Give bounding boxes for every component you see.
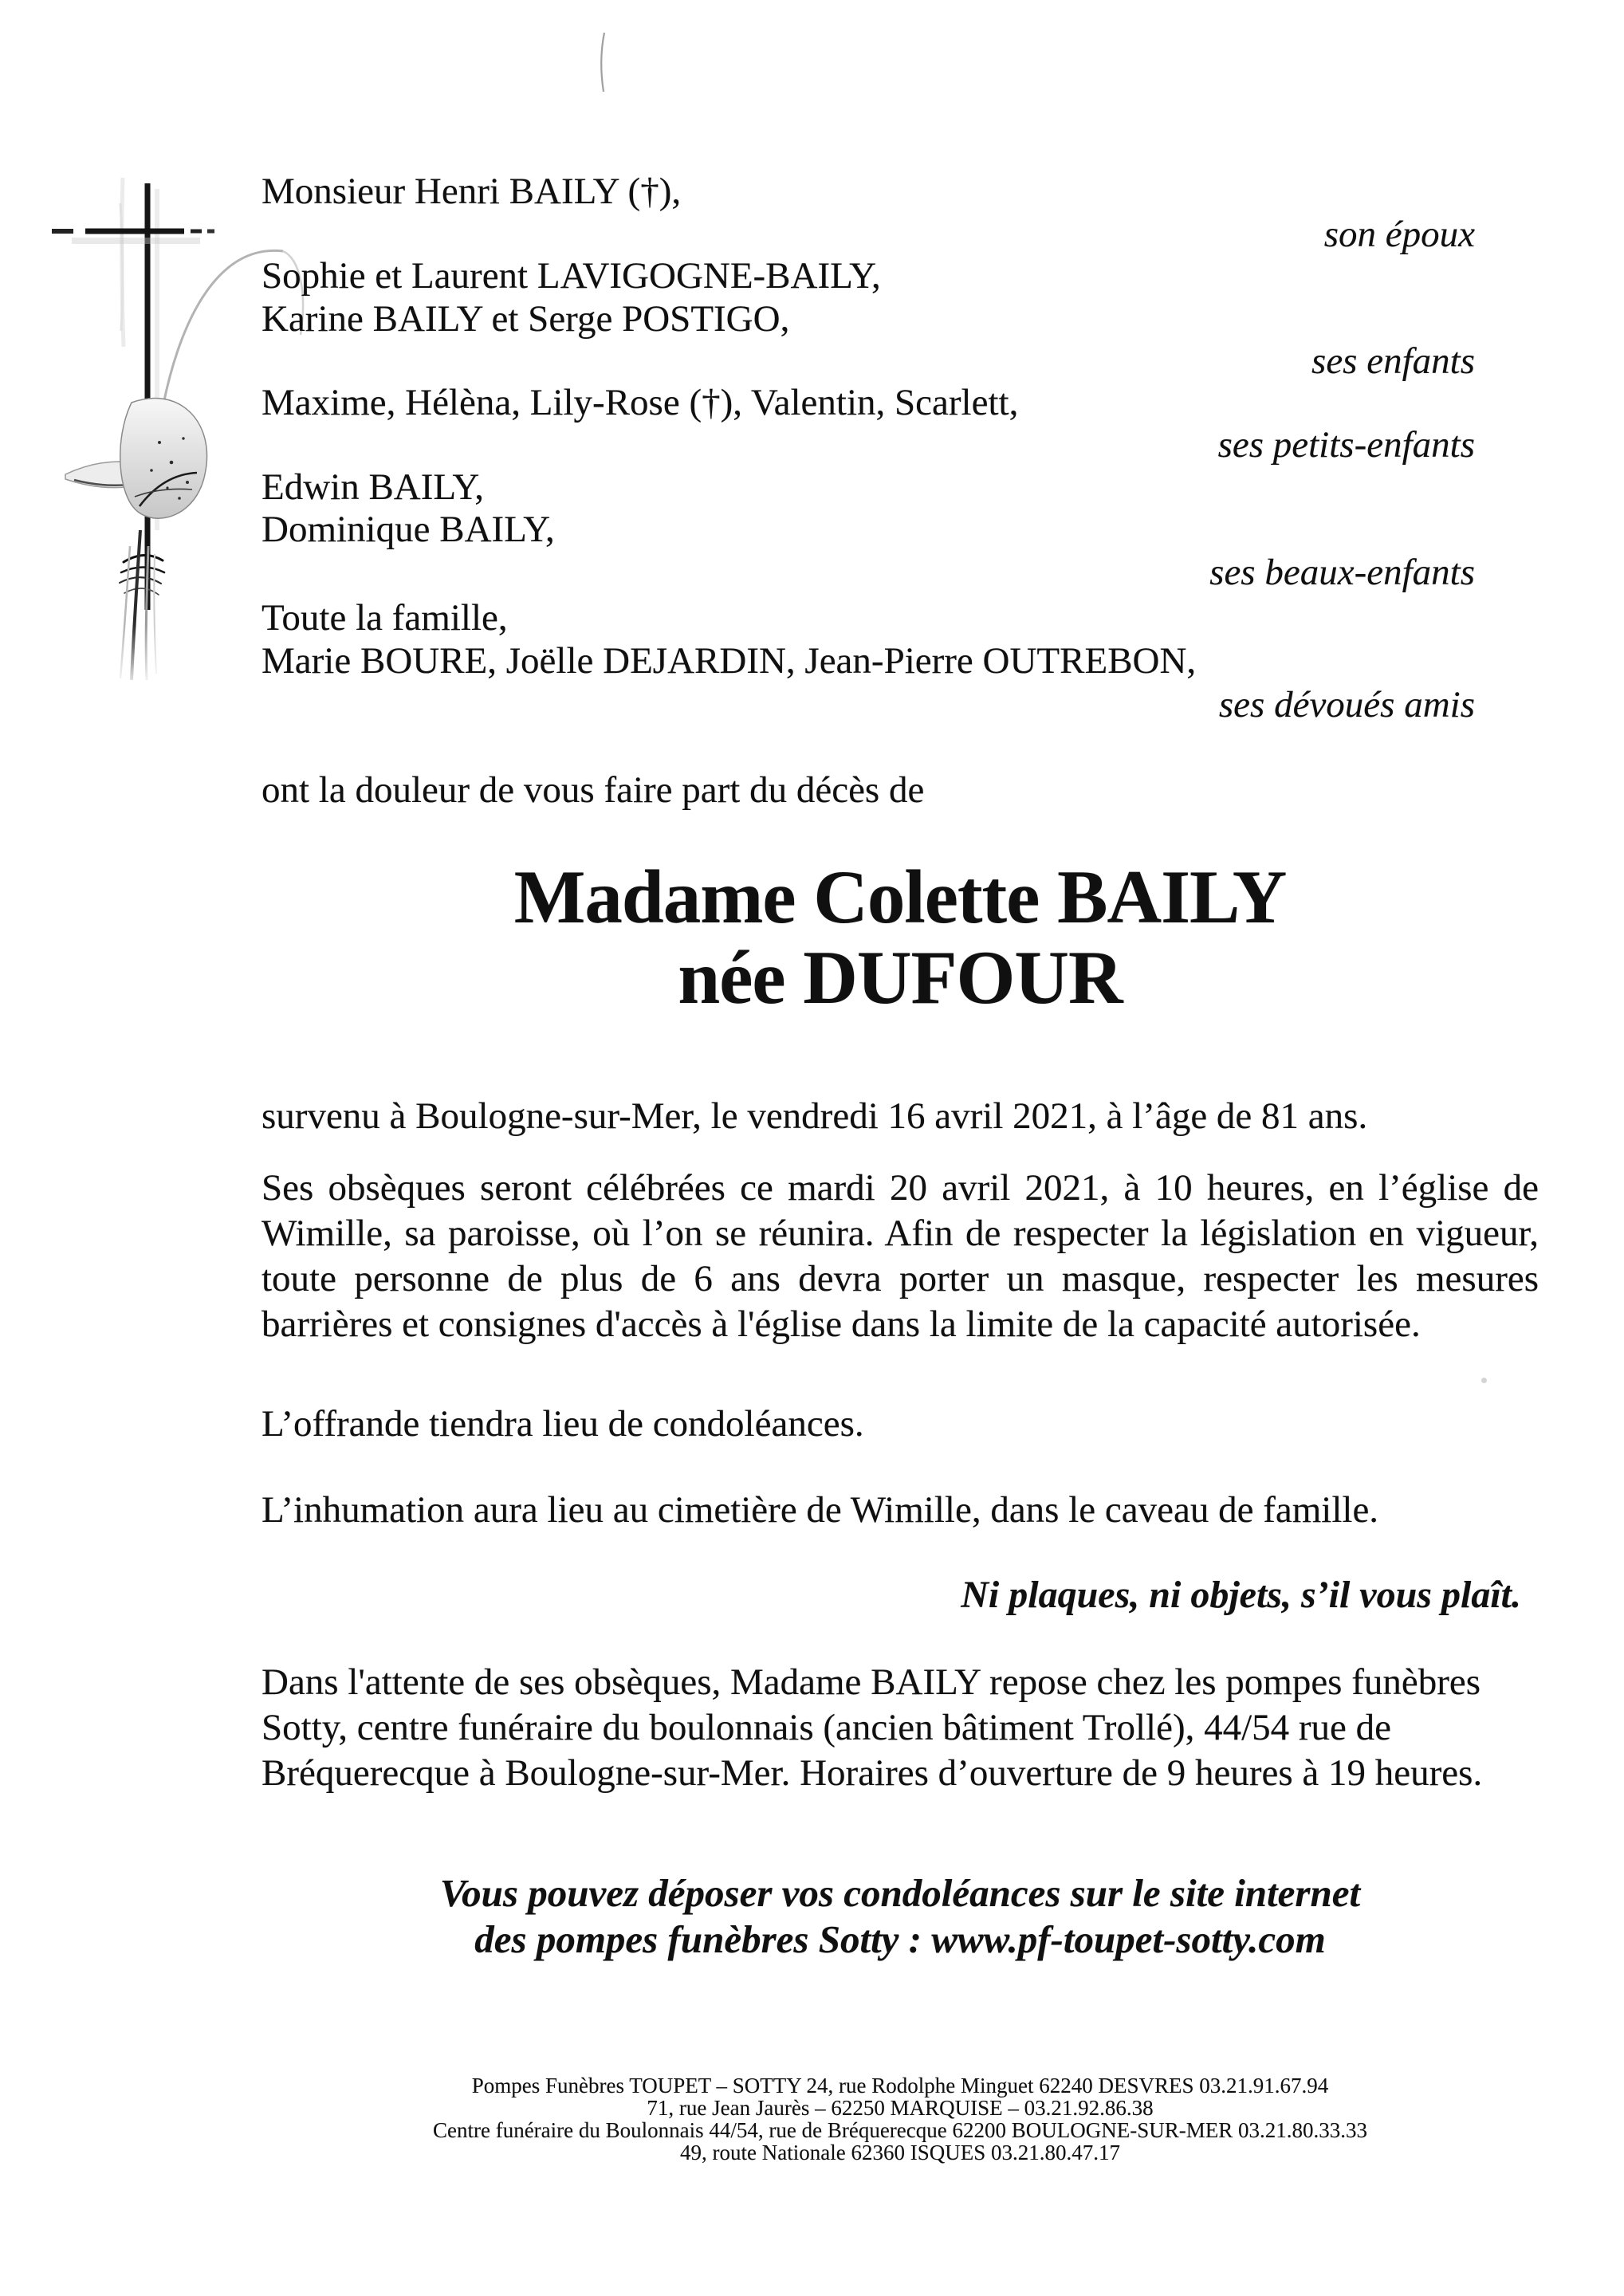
cross-horizontal-bar bbox=[52, 231, 214, 241]
ceremony-line: barrières et consignes d'accès à l'église dans la limite de la capacité autorisée. bbox=[261, 1303, 1421, 1345]
stepchildren-line-2: Dominique BAILY, bbox=[261, 509, 555, 550]
calla-petal-main bbox=[120, 399, 207, 519]
grandchildren-label: ses petits-enfants bbox=[1217, 424, 1475, 466]
death-line: survenu à Boulogne-sur-Mer, le vendredi 16 avril 2021, à l’âge de 81 ans. bbox=[261, 1095, 1368, 1137]
page-title bbox=[261, 857, 1539, 1018]
grandchildren-line: Maxime, Hélèna, Lily-Rose (†), Valentin, Scarlett, bbox=[261, 382, 1019, 423]
footer-address-line: Pompes Funèbres TOUPET – SOTTY 24, rue Rodolphe Minguet 62240 DESVRES 03.21.91.67.94 bbox=[471, 2074, 1329, 2097]
burial-line: L’inhumation aura lieu au cimetière de Wimille, dans le caveau de famille. bbox=[261, 1489, 1379, 1531]
no-plaques-request: Ni plaques, ni objets, s’il vous plaît. bbox=[961, 1574, 1521, 1616]
announcement-intro: ont la douleur de vous faire part du décès de bbox=[261, 769, 925, 811]
whole-family-line: Toute la famille, bbox=[261, 597, 508, 639]
ceremony-line: Ses obsèques seront célébrées ce mardi 20 avril 2021, à 10 heures, en l’église de bbox=[261, 1167, 1539, 1209]
friends-line: Marie BOURE, Joëlle DEJARDIN, Jean-Pierre OUTREBON, bbox=[261, 640, 1197, 682]
children-line-1: Sophie et Laurent LAVIGOGNE-BAILY, bbox=[261, 255, 881, 297]
children-line-2: Karine BAILY et Serge POSTIGO, bbox=[261, 298, 790, 340]
footer-address-line: 71, rue Jean Jaurès – 62250 MARQUISE – 03.21.92.86.38 bbox=[647, 2096, 1154, 2120]
maiden-name: née DUFOUR bbox=[678, 935, 1123, 1020]
repose-line: Bréquerecque à Boulogne-sur-Mer. Horaires d’ouverture de 9 heures à 19 heures. bbox=[261, 1752, 1483, 1794]
deceased-name: Madame Colette BAILY bbox=[513, 855, 1287, 939]
condolences-website-line: des pompes funèbres Sotty : www.pf-toupet-sotty.com bbox=[474, 1917, 1326, 1961]
scan-artifact-mark bbox=[596, 30, 609, 94]
repose-line: Sotty, centre funéraire du boulonnais (ancien bâtiment Trollé), 44/54 rue de bbox=[261, 1707, 1392, 1748]
stem-fadeout bbox=[108, 626, 179, 690]
stepchildren-label: ses beaux-enfants bbox=[1209, 552, 1475, 593]
footer-address-line: Centre funéraire du Boulonnais 44/54, rue de Bréquerecque 62200 BOULOGNE-SUR-MER 03.21.80.33.33 bbox=[432, 2118, 1368, 2142]
friends-label: ses dévoués amis bbox=[1218, 684, 1475, 725]
condolences-message-line: Vous pouvez déposer vos condoléances sur le site internet bbox=[439, 1871, 1361, 1915]
ceremony-line: toute personne de plus de 6 ans devra porter un masque, respecter les mesures bbox=[261, 1258, 1539, 1299]
offering-line: L’offrande tiendra lieu de condoléances. bbox=[261, 1403, 864, 1445]
footer-address-line: 49, route Nationale 62360 ISQUES 03.21.80.47.17 bbox=[680, 2141, 1120, 2164]
ceremony-line: Wimille, sa paroisse, où l’on se réunira. Afin de respecter la législation en vigueur, bbox=[261, 1213, 1539, 1254]
ceremony-paragraph bbox=[261, 1166, 1539, 1347]
repose-line: Dans l'attente de ses obsèques, Madame BAILY repose chez les pompes funèbres bbox=[261, 1661, 1481, 1703]
stepchildren-line-1: Edwin BAILY, bbox=[261, 466, 485, 508]
condolences-message bbox=[261, 1870, 1539, 1963]
funeral-home-footer bbox=[261, 2074, 1539, 2164]
children-label: ses enfants bbox=[1311, 340, 1475, 382]
wheat-streak bbox=[120, 178, 124, 347]
husband-label: son époux bbox=[1323, 214, 1475, 255]
husband-line: Monsieur Henri BAILY (†), bbox=[261, 171, 682, 212]
scan-artifact-dot bbox=[1481, 1378, 1487, 1383]
repose-paragraph bbox=[261, 1660, 1539, 1796]
